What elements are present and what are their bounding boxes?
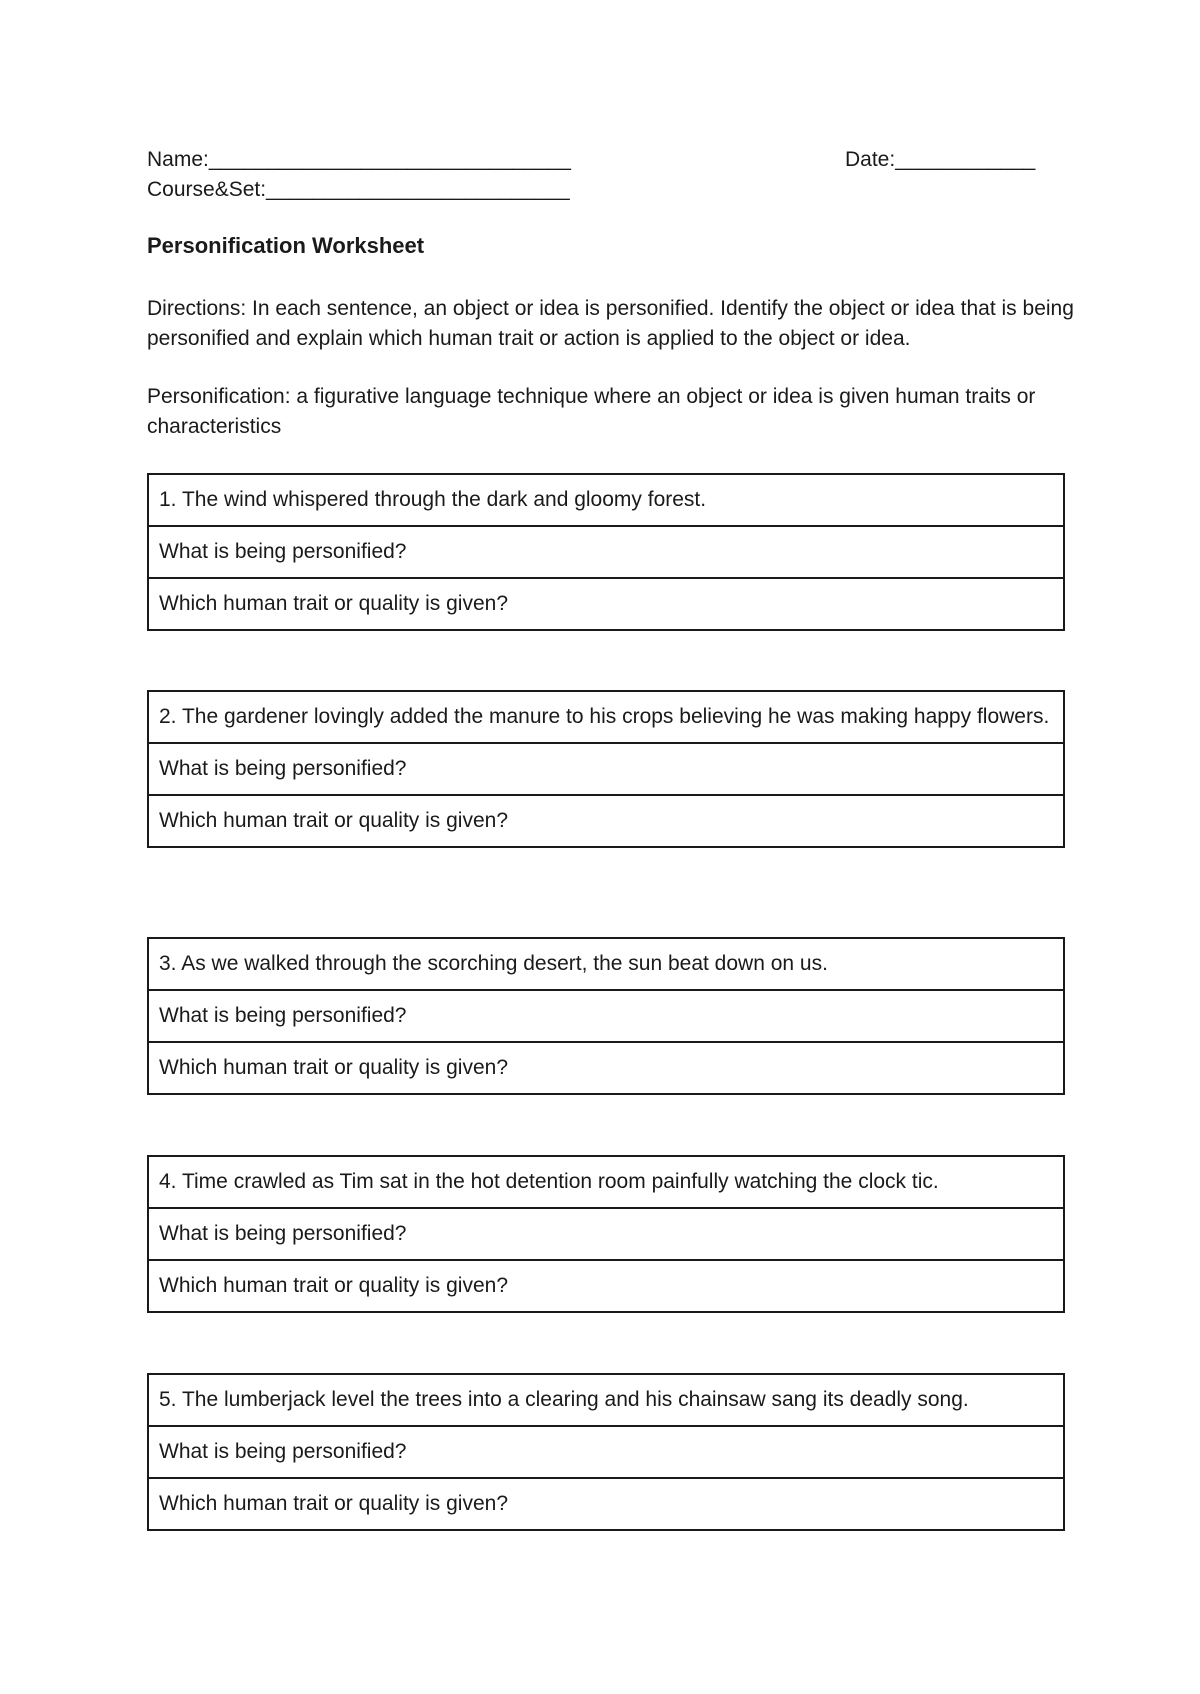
- course-set-field[interactable]: Course&Set:__________________________: [147, 178, 570, 201]
- question-table-3: [147, 937, 1065, 1095]
- question-sentence: 1. The wind whispered through the dark and gloomy forest.: [159, 488, 707, 511]
- question-table-2: [147, 690, 1065, 848]
- question-sentence: 4. Time crawled as Tim sat in the hot detention room painfully watching the clock tic.: [159, 1170, 939, 1193]
- question-table-1: [147, 473, 1065, 631]
- question-sentence: 5. The lumberjack level the trees into a clearing and his chainsaw sang its deadly song.: [159, 1388, 969, 1411]
- answer-field-personified[interactable]: What is being personified?: [149, 742, 1063, 794]
- question-table-4: [147, 1155, 1065, 1313]
- answer-field-trait[interactable]: Which human trait or quality is given?: [149, 577, 1063, 629]
- directions-text: Directions: In each sentence, an object or idea is personified. Identify the object or idea that is being personified and explain which human trait or action is applied to the object or idea.: [147, 297, 1074, 350]
- definition-text: Personification: a figurative language technique where an object or idea is given human traits or characteristics: [147, 385, 1036, 438]
- worksheet-title: Personification Worksheet: [147, 233, 425, 258]
- question-sentence: 3. As we walked through the scorching desert, the sun beat down on us.: [159, 952, 828, 975]
- answer-field-trait[interactable]: Which human trait or quality is given?: [149, 794, 1063, 846]
- question-sentence: 2. The gardener lovingly added the manure to his crops believing he was making happy flowers.: [159, 705, 1050, 728]
- header-line-2: [147, 175, 1062, 205]
- answer-field-trait[interactable]: Which human trait or quality is given?: [149, 1259, 1063, 1311]
- answer-field-trait[interactable]: Which human trait or quality is given?: [149, 1041, 1063, 1093]
- name-field[interactable]: Name:_______________________________: [147, 148, 571, 171]
- answer-field-personified[interactable]: What is being personified?: [149, 525, 1063, 577]
- answer-field-personified[interactable]: What is being personified?: [149, 989, 1063, 1041]
- question-table-5: [147, 1373, 1065, 1531]
- header-line-1: [147, 145, 1062, 175]
- answer-field-personified[interactable]: What is being personified?: [149, 1425, 1063, 1477]
- answer-field-personified[interactable]: What is being personified?: [149, 1207, 1063, 1259]
- header: [147, 145, 1062, 205]
- date-field[interactable]: Date:____________: [845, 148, 1036, 171]
- answer-field-trait[interactable]: Which human trait or quality is given?: [149, 1477, 1063, 1529]
